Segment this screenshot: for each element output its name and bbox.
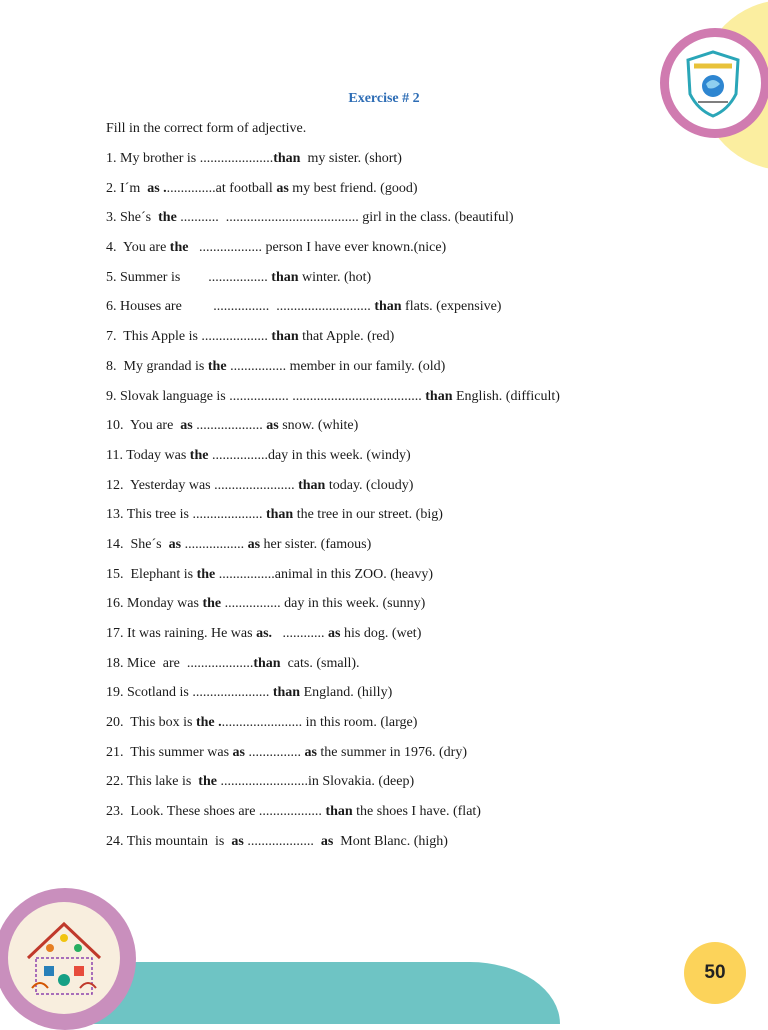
- exercise-item: [106, 359, 560, 389]
- keyword: as: [168, 536, 182, 552]
- item-text: 15. Elephant is: [106, 566, 197, 582]
- keyword: than: [298, 477, 326, 493]
- keyword: than: [271, 269, 299, 285]
- item-text: snow. (white): [278, 418, 359, 434]
- keyword: as: [232, 744, 245, 760]
- item-text: ...................: [192, 418, 267, 434]
- keyword: the: [207, 358, 227, 374]
- exercise-item: [106, 656, 560, 686]
- exercise-item: [106, 537, 560, 567]
- exercise-item: [106, 448, 560, 478]
- item-text: the summer in 1976. (dry): [316, 744, 468, 760]
- keyword: as: [304, 744, 317, 760]
- item-text: Mont Blanc. (high): [333, 833, 448, 849]
- exercise-item: [106, 804, 560, 834]
- item-text: winter. (hot): [298, 269, 372, 285]
- keyword: than: [374, 299, 402, 315]
- item-text: my best friend. (good): [288, 180, 418, 196]
- keyword: the: [169, 240, 189, 256]
- exercise-item: [106, 596, 560, 626]
- item-text: English. (difficult): [452, 388, 560, 404]
- exercise-item: [106, 834, 560, 864]
- item-text: 9. Slovak language is ................. .....................................: [106, 388, 426, 404]
- item-text: 21. This summer was: [106, 744, 233, 760]
- item-text: 6. Houses are ................ ...........................: [106, 299, 375, 315]
- item-text: 7. This Apple is ...................: [106, 329, 272, 345]
- keyword: as: [180, 418, 193, 434]
- school-shield-logo-icon: [684, 50, 742, 118]
- item-text: England. (hilly): [300, 685, 393, 701]
- keyword: the: [198, 774, 217, 790]
- item-text: ....................... in this room. (large): [221, 715, 418, 731]
- item-text: 2. I´m: [106, 180, 148, 196]
- keyword: the .: [195, 715, 222, 731]
- exercise-items-list: [106, 151, 560, 864]
- exercise-instruction: Fill in the correct form of adjective.: [106, 121, 307, 136]
- item-text: ................ member in our family. (old): [226, 358, 446, 374]
- item-text: .................: [181, 536, 248, 552]
- keyword: as: [247, 536, 261, 552]
- exercise-item: [106, 567, 560, 597]
- keyword: as: [328, 626, 341, 641]
- item-text: ........... ...................................... girl in the class. (beautiful): [176, 210, 514, 226]
- keyword: as: [266, 418, 279, 434]
- item-text: today. (cloudy): [325, 477, 414, 493]
- keyword: as: [276, 180, 289, 196]
- item-text: 18. Mice are ...................: [106, 655, 254, 671]
- exercise-item: [106, 507, 560, 537]
- item-text: ................ day in this week. (sunny): [221, 596, 426, 612]
- exercise-item: [106, 270, 560, 300]
- item-text: flats. (expensive): [401, 299, 502, 315]
- exercise-item: [106, 745, 560, 775]
- item-text: 17. It was raining. He was: [106, 626, 257, 641]
- item-text: 22. This lake is: [106, 774, 199, 790]
- item-text: ................day in this week. (windy): [208, 447, 411, 463]
- exercise-item: [106, 240, 560, 270]
- item-text: 24. This mountain is: [106, 833, 232, 849]
- item-text: 20. This box is: [106, 715, 196, 731]
- keyword: as .: [147, 180, 167, 196]
- exercise-item: [106, 299, 560, 329]
- exercise-item: [106, 685, 560, 715]
- exercise-item: [106, 626, 560, 656]
- keyword: as.: [256, 626, 273, 641]
- keyword: than: [265, 507, 294, 523]
- item-text: 10. You are: [106, 418, 181, 434]
- item-text: 12. Yesterday was .......................: [106, 477, 299, 493]
- exercise-item: [106, 329, 560, 359]
- decorated-house-icon: [20, 918, 108, 998]
- keyword: than: [272, 685, 301, 701]
- item-text: 8. My grandad is: [106, 358, 208, 374]
- keyword: the: [196, 566, 216, 582]
- keyword: the: [202, 596, 222, 612]
- exercise-item: [106, 181, 560, 211]
- item-text: her sister. (famous): [260, 536, 372, 552]
- item-text: ...............: [244, 744, 305, 760]
- item-text: ...................: [243, 833, 321, 849]
- item-text: 16. Monday was: [106, 596, 203, 612]
- item-text: 4. You are: [106, 240, 170, 256]
- keyword: than: [253, 655, 281, 671]
- keyword: than: [271, 329, 299, 345]
- keyword: than: [273, 151, 301, 166]
- keyword: the: [189, 447, 209, 463]
- item-text: the shoes I have. (flat): [352, 804, 481, 820]
- item-text: 3. She´s: [106, 210, 159, 226]
- keyword: than: [325, 804, 353, 820]
- item-text: ................animal in this ZOO. (heavy): [215, 566, 434, 582]
- keyword: as: [231, 833, 244, 849]
- keyword: the: [158, 210, 177, 226]
- item-text: 23. Look. These shoes are ..................: [106, 804, 326, 820]
- exercise-item: [106, 389, 560, 419]
- item-text: my sister. (short): [300, 151, 402, 166]
- exercise-item: [106, 774, 560, 804]
- exercise-item: [106, 418, 560, 448]
- item-text: 1. My brother is .....................: [106, 151, 274, 166]
- keyword: as: [320, 833, 334, 849]
- item-text: cats. (small).: [280, 655, 360, 671]
- item-text: .................. person I have ever known.(nice): [188, 240, 447, 256]
- exercise-item: [106, 715, 560, 745]
- item-text: ..............at football: [166, 180, 277, 196]
- item-text: the tree in our street. (big): [293, 507, 443, 523]
- exercise-title: Exercise # 2: [348, 91, 420, 106]
- item-text: 11. Today was: [106, 447, 190, 463]
- exercise-item: [106, 478, 560, 508]
- item-text: his dog. (wet): [340, 626, 422, 641]
- item-text: ............: [272, 626, 329, 641]
- item-text: 19. Scotland is ......................: [106, 685, 273, 701]
- exercise-item: [106, 210, 560, 240]
- item-text: 5. Summer is .................: [106, 269, 272, 285]
- item-text: 13. This tree is ....................: [106, 507, 266, 523]
- page-number-badge: 50: [684, 942, 746, 1004]
- exercise-item: [106, 151, 560, 181]
- keyword: than: [425, 388, 453, 404]
- item-text: 14. She´s: [106, 536, 169, 552]
- item-text: that Apple. (red): [298, 329, 395, 345]
- item-text: .........................in Slovakia. (deep): [216, 774, 415, 790]
